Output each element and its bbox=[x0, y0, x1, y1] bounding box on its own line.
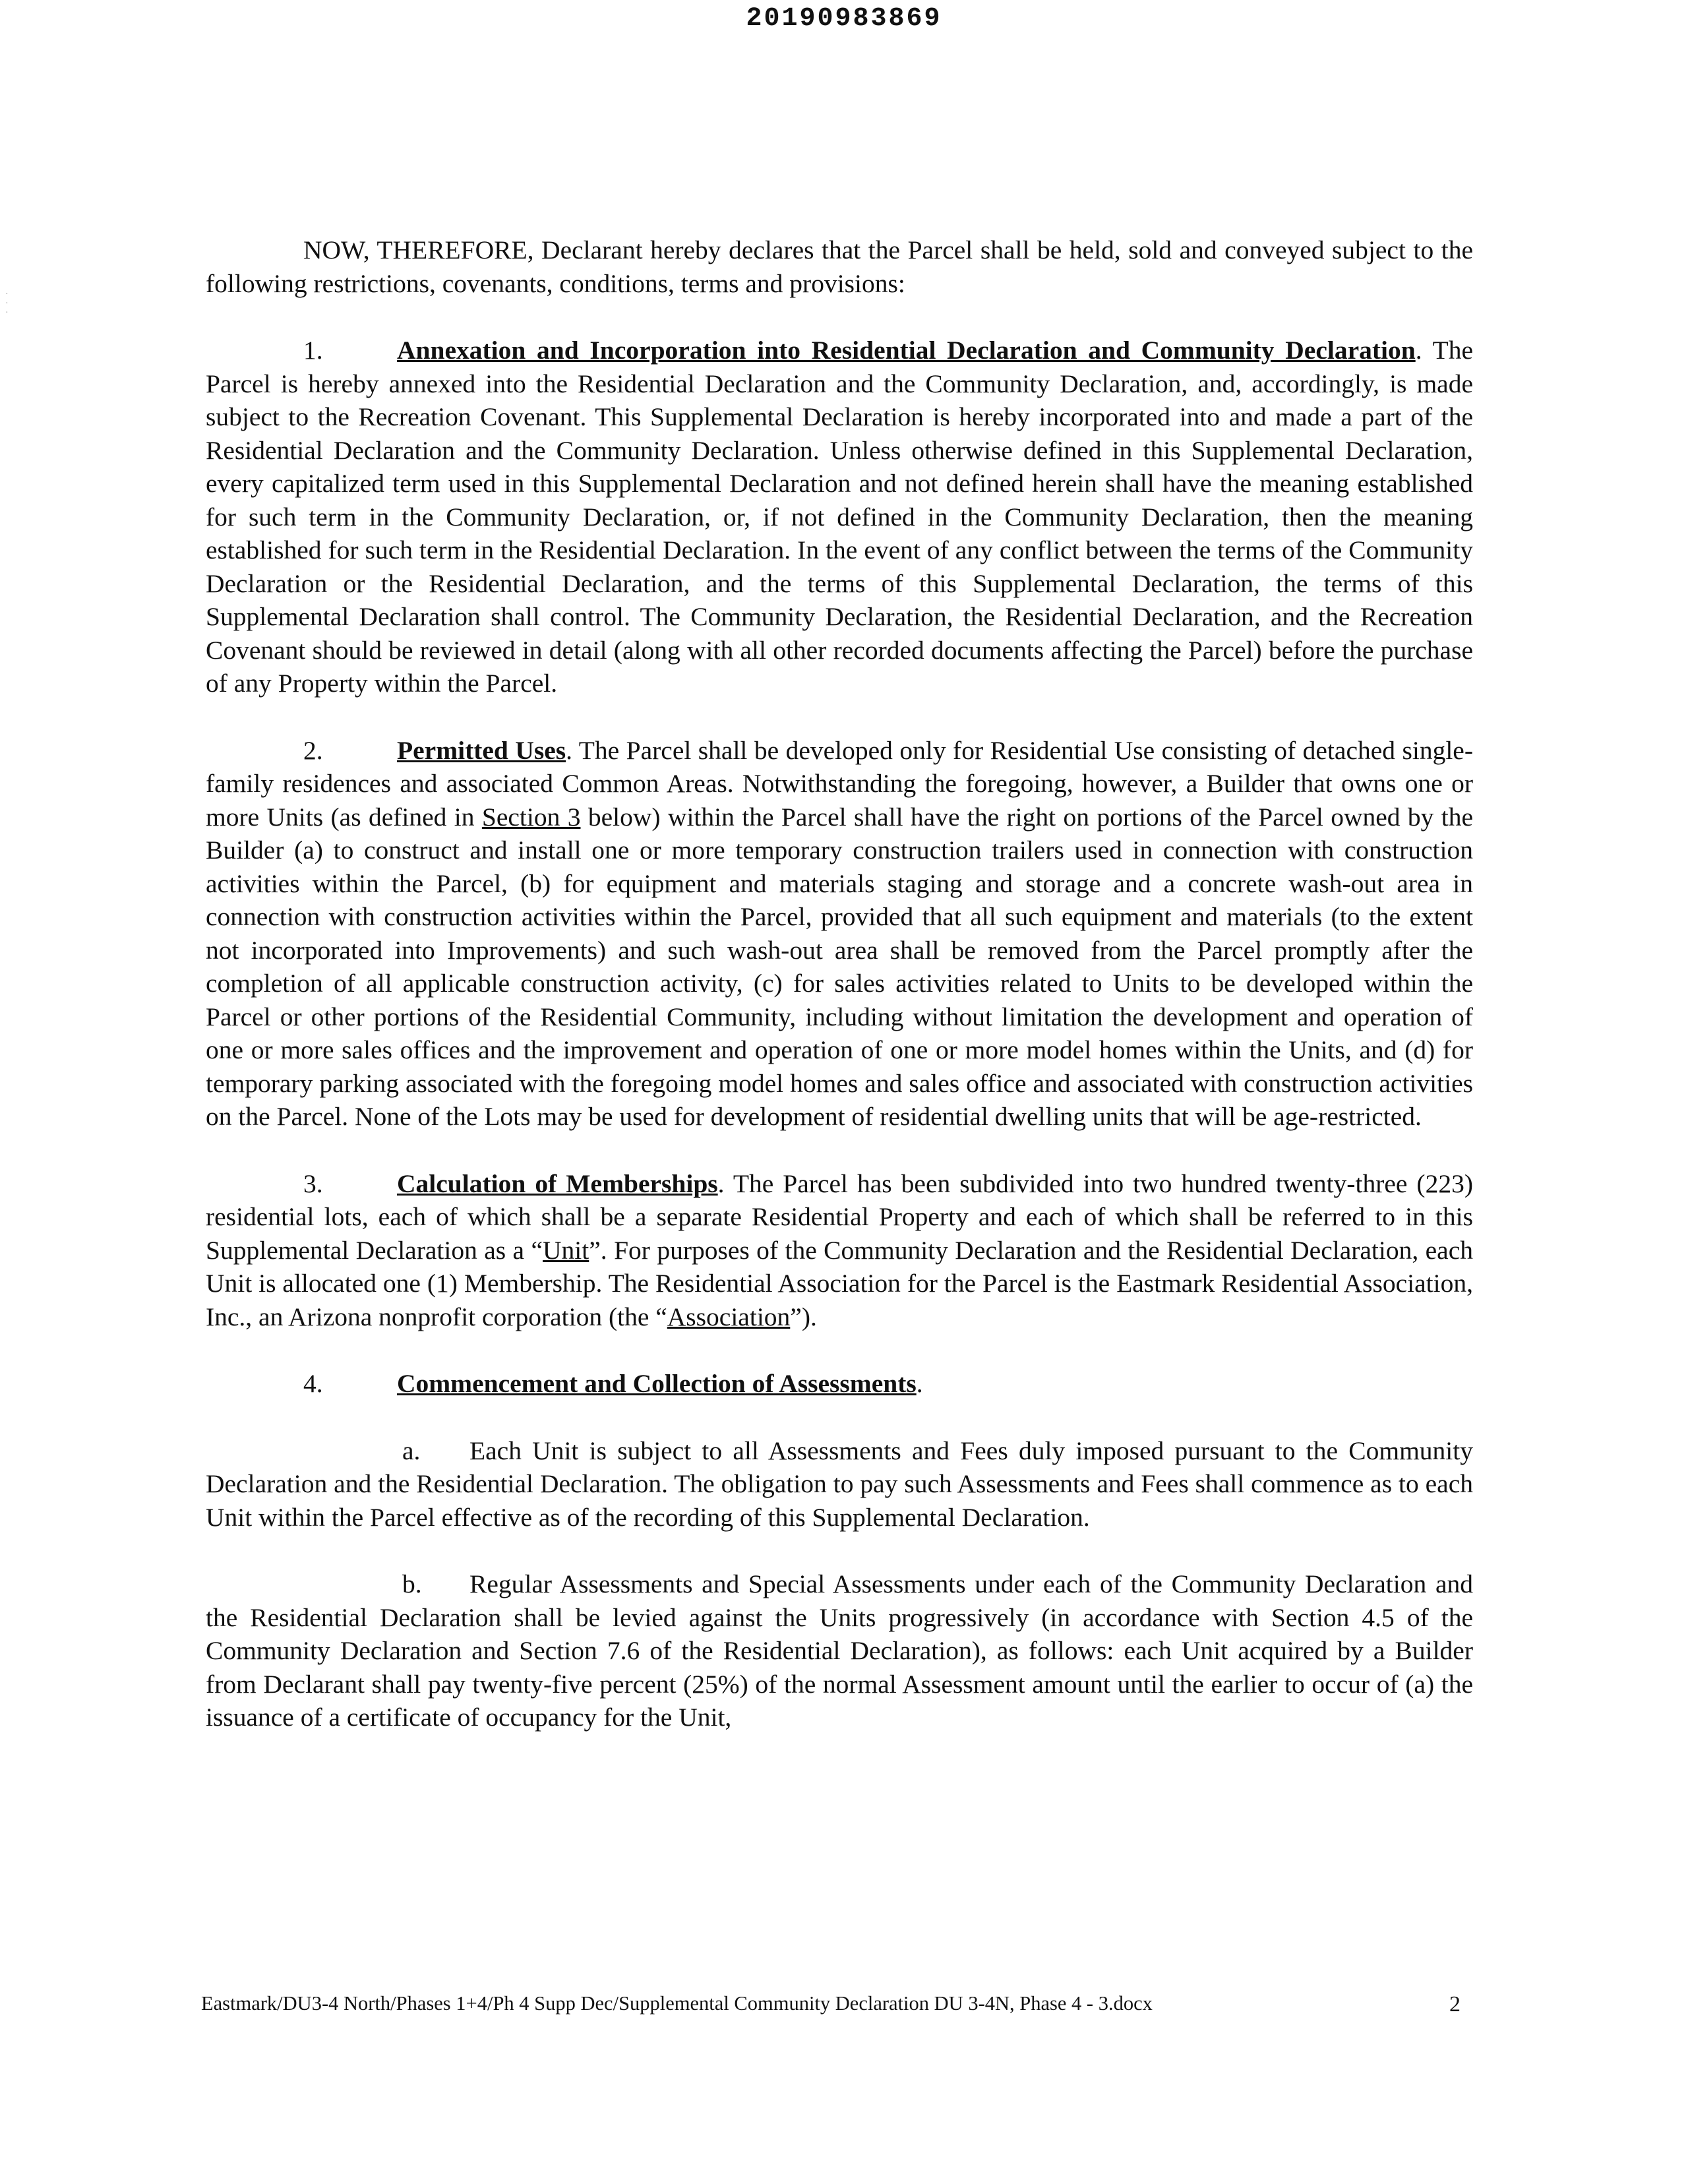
defined-term-unit: Unit bbox=[543, 1235, 589, 1265]
section-text-continued: below) within the Parcel shall have the right on portions of the Parcel owned by the Builder (a) to construct and install one or more temporary construction trailers used in connection with construction activities within the Parcel, (b) for equipment and materials staging and storage and a concrete wash-out area in connection with construction activities within the Parcel, provided that all such equipment and materials (to the extent not incorporated into Improvements) and such wash-out area shall be removed from the Parcel promptly after the completion of all applicable construction activity, (c) for sales activities related to Units to be developed within the Parcel or other portions of the Residential Community, including without limitation the development and operation of one or more sales offices and the improvement and operation of one or more model homes within the Units, and (d) for temporary parking associated with the foregoing model homes and sales office and associated with construction activities on the Parcel. None of the Lots may be used for development of residential dwelling units that will be age-restricted. bbox=[206, 802, 1474, 1131]
intro-paragraph: NOW, THEREFORE, Declarant hereby declares that the Parcel shall be held, sold and conveyed subject to the following restrictions, covenants, conditions, terms and provisions: bbox=[206, 235, 1473, 298]
page-number: 2 bbox=[1449, 1992, 1461, 2017]
section-text: . The Parcel shall be developed only for Residential Use consisting of detached single-family residences and associated Common Areas. Notwithstanding the foregoing, however, a Builder that owns one or more Units (as defined in bbox=[206, 735, 1473, 832]
subsection-text: Each Unit is subject to all Assessments and Fees duly imposed pursuant to the Community Declaration and the Residential Declaration. The obligation to pay such Assessments and Fees shall commence as to each Unit within the Parcel effective as of the recording of this Supplemental Declaration. bbox=[206, 1436, 1473, 1532]
footer-file-path: Eastmark/DU3-4 North/Phases 1+4/Ph 4 Supp Dec/Supplemental Community Declaration DU 3-4N, Phase 4 - 3.docx bbox=[201, 1992, 1153, 2015]
subsection-label: b. bbox=[402, 1569, 422, 1598]
section-3 bbox=[206, 1167, 1473, 1334]
section-2 bbox=[206, 734, 1473, 1134]
section-text-continued: ”. For purposes of the Community Declaration and the Residential Declaration, each Unit is allocated one (1) Membership. The Residential Association for the Parcel is the Eastmark Residential Association, Inc., an Arizona nonprofit corporation (the “ bbox=[206, 1235, 1473, 1331]
section-number: 3. bbox=[303, 1168, 323, 1198]
page-footer bbox=[201, 1992, 1461, 2015]
section-4 bbox=[206, 1367, 1473, 1401]
section-number: 2. bbox=[303, 735, 323, 765]
subsection-text: Regular Assessments and Special Assessments under each of the Community Declaration and the Residential Declaration shall be levied against the Units progressively (in accordance with Section 4.5 of the Community Declaration and Section 7.6 of the Residential Declaration), as follows: each Unit acquired by a Builder from Declarant shall pay twenty-five percent (25%) of the normal Assessment amount until the earlier to occur of (a) the issuance of a certificate of occupancy for the Unit, bbox=[206, 1569, 1473, 1732]
subsection-4a bbox=[206, 1434, 1473, 1534]
subsection-label: a. bbox=[402, 1436, 421, 1465]
section-heading: Annexation and Incorporation into Residential Declaration and Community Declaration bbox=[397, 336, 1416, 365]
section-heading: Calculation of Memberships bbox=[397, 1168, 718, 1198]
section-number: 1. bbox=[303, 336, 323, 365]
section-heading: Commencement and Collection of Assessments bbox=[397, 1369, 917, 1398]
subsection-4b bbox=[206, 1567, 1473, 1734]
section-text: . bbox=[916, 1369, 923, 1398]
defined-term-association: Association bbox=[667, 1302, 791, 1331]
section-text-end: ”). bbox=[790, 1302, 817, 1331]
section-text: . The Parcel is hereby annexed into the Residential Declaration and the Community Declaration, and, accordingly, is made subject to the Recreation Covenant. This Supplemental Declaration is hereby incorporated into and made a part of the Residential Declaration and the Community Declaration. Unless otherwise defined in this Supplemental Declaration, every capitalized term used in this Supplemental Declaration and not defined herein shall have the meaning established for such term in the Community Declaration, or, if not defined in the Community Declaration, then the meaning established for such term in the Residential Declaration. In the event of any conflict between the terms of the Community Declaration or the Residential Declaration, and the terms of this Supplemental Declaration, the terms of this Supplemental Declaration shall control. The Community Declaration, the Residential Declaration, and the Recreation Covenant should be reviewed in detail (along with all other recorded documents affecting the Parcel) before the purchase of any Property within the Parcel. bbox=[206, 336, 1473, 698]
document-number: 20190983869 bbox=[746, 4, 942, 34]
section-1 bbox=[206, 334, 1473, 700]
section-text: . The Parcel has been subdivided into two hundred twenty-three (223) residential lots, each of which shall be a separate Residential Property and each of which shall be referred to in this Supplemental Declaration as a “ bbox=[206, 1168, 1473, 1265]
section-heading: Permitted Uses bbox=[397, 735, 566, 765]
scan-margin-marks: · · · bbox=[5, 289, 9, 318]
document-body bbox=[206, 233, 1473, 1734]
section-reference-link: Section 3 bbox=[481, 802, 581, 832]
section-number: 4. bbox=[303, 1369, 323, 1398]
